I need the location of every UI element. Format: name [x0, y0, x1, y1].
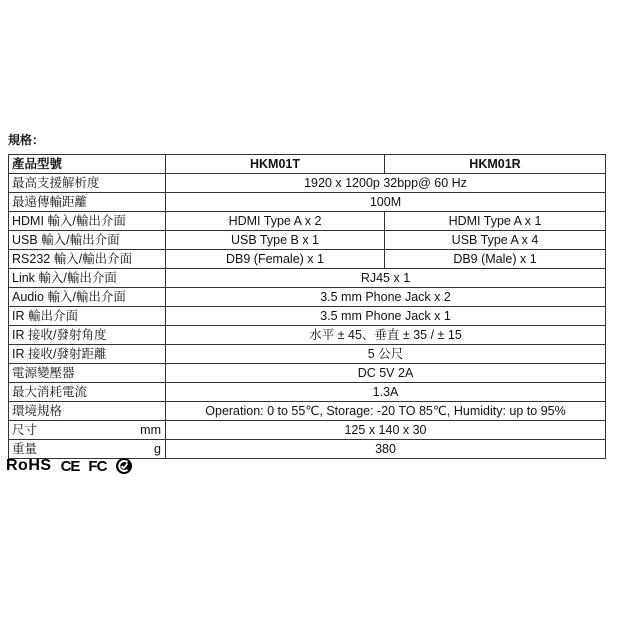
row-label: USB 輸入/輸出介面: [9, 231, 166, 250]
row-label: 電源變壓器: [9, 364, 166, 383]
table-header-row: [9, 155, 606, 174]
row-value: 1920 x 1200p 32bpp@ 60 Hz: [166, 174, 606, 193]
row-label: IR 接收/發射角度: [9, 326, 166, 345]
spec-table: [8, 154, 606, 459]
fcc-logo: FC: [88, 457, 107, 475]
header-model-transmitter: HKM01T: [166, 155, 385, 174]
header-label: 產品型號: [9, 155, 166, 174]
row-unit: mm: [140, 422, 161, 437]
header-model-receiver: HKM01R: [385, 155, 606, 174]
table-row: [9, 288, 606, 307]
row-label: 重量: [12, 441, 38, 456]
row-value: Operation: 0 to 55℃, Storage: -20 TO 85℃, Humidity: up to 95%: [166, 402, 606, 421]
row-value: 100M: [166, 193, 606, 212]
row-unit: g: [154, 441, 161, 456]
rohs-logo: RoHS: [6, 457, 52, 474]
row-value: RJ45 x 1: [166, 269, 606, 288]
row-label: 最高支援解析度: [9, 174, 166, 193]
c-tick-icon: [115, 457, 133, 475]
row-label: 最遠傳輸距離: [9, 193, 166, 212]
table-row: [9, 402, 606, 421]
row-label: Audio 輸入/輸出介面: [9, 288, 166, 307]
row-value: 1.3A: [166, 383, 606, 402]
ce-logo: CE: [60, 457, 80, 475]
row-value: 5 公尺: [166, 345, 606, 364]
table-row: [9, 383, 606, 402]
row-label: IR 接收/發射距離: [9, 345, 166, 364]
table-row: [9, 174, 606, 193]
row-value: 3.5 mm Phone Jack x 1: [166, 307, 606, 326]
row-value-receiver: USB Type A x 4: [385, 231, 606, 250]
row-value-receiver: HDMI Type A x 1: [385, 212, 606, 231]
row-value: 125 x 140 x 30: [166, 421, 606, 440]
row-label: IR 輸出介面: [9, 307, 166, 326]
row-value-transmitter: HDMI Type A x 2: [166, 212, 385, 231]
row-value: DC 5V 2A: [166, 364, 606, 383]
table-row: [9, 307, 606, 326]
table-row: [9, 364, 606, 383]
table-row: [9, 326, 606, 345]
row-value: 380: [166, 440, 606, 459]
row-value-receiver: DB9 (Male) x 1: [385, 250, 606, 269]
table-row: [9, 345, 606, 364]
row-value-transmitter: USB Type B x 1: [166, 231, 385, 250]
table-row: [9, 231, 606, 250]
certification-logos: [6, 455, 142, 477]
spec-heading: 規格：: [8, 133, 45, 147]
table-row: [9, 212, 606, 231]
row-label: Link 輸入/輸出介面: [9, 269, 166, 288]
row-value: 3.5 mm Phone Jack x 2: [166, 288, 606, 307]
row-label: RS232 輸入/輸出介面: [9, 250, 166, 269]
row-label: 尺寸: [12, 422, 38, 437]
row-label: 最大消耗電流: [9, 383, 166, 402]
table-row: [9, 421, 606, 440]
row-label: 環境規格: [9, 402, 166, 421]
row-value-transmitter: DB9 (Female) x 1: [166, 250, 385, 269]
table-row: [9, 193, 606, 212]
table-row: [9, 269, 606, 288]
table-row: [9, 250, 606, 269]
row-label-with-unit: [9, 421, 166, 440]
row-label: HDMI 輸入/輸出介面: [9, 212, 166, 231]
row-value: 水平 ± 45、垂直 ± 35 / ± 15: [166, 326, 606, 345]
